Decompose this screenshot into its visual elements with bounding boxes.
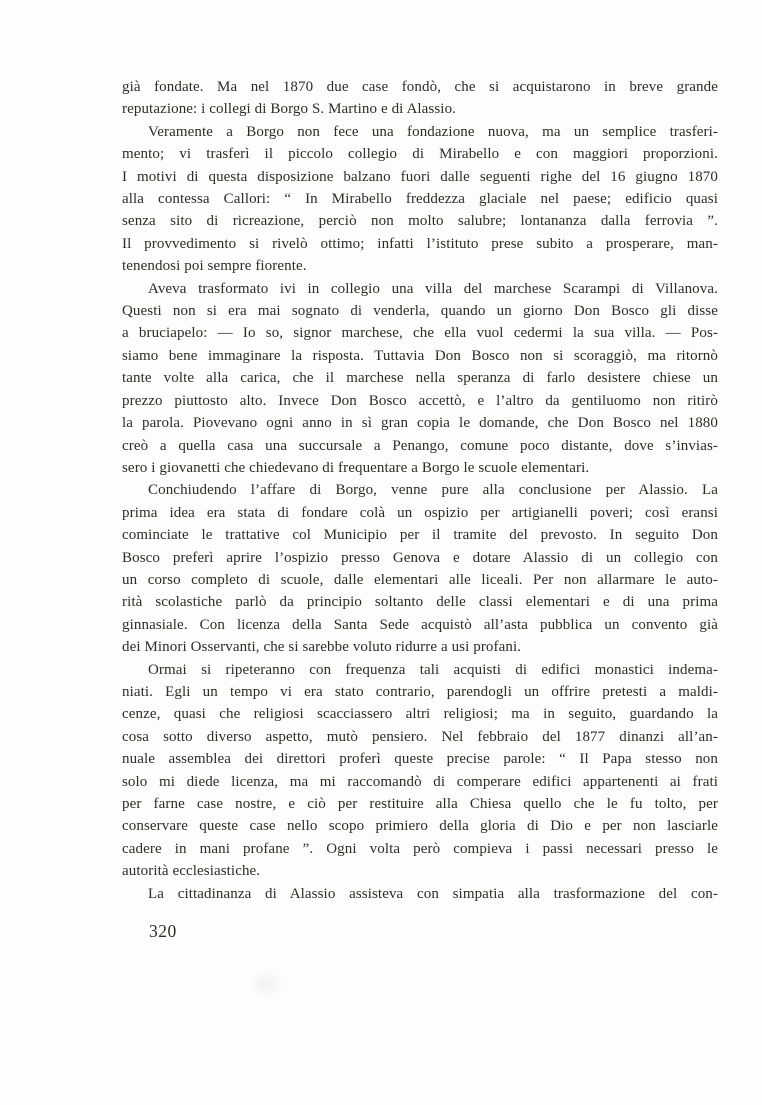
text-line: nuale assemblea dei direttori proferì queste precise parole: “ Il Papa stesso non — [122, 751, 718, 768]
text-line: cadere in mani profane ”. Ogni volta però compieva i passi necessari presso le — [122, 840, 718, 857]
text-line: La cittadinanza di Alassio assisteva con simpatia alla trasformazione del con- — [148, 885, 718, 902]
text-line: già fondate. Ma nel 1870 due case fondò, che si acquistarono in breve grande — [122, 79, 718, 95]
text-line: Aveva trasformato ivi in collegio una villa del marchese Scarampi di Villanova. — [148, 280, 718, 297]
text-line: Ormai si ripeteranno con frequenza tali acquisti di edifici monastici indema- — [148, 661, 718, 678]
text-line: alla contessa Callori: “ In Mirabello freddezza glaciale nel paese; edificio quasi — [122, 191, 718, 208]
text-line: cominciate le trattative col Municipio per il tramite del prevosto. In seguito Don — [122, 527, 718, 544]
text-line: ginnasiale. Con licenza della Santa Sede acquistò all’asta pubblica un convento già — [122, 616, 718, 633]
paragraph — [122, 659, 718, 883]
text-line: tante volte alla carica, che il marchese nella speranza di farlo desistere chiese un — [122, 370, 718, 387]
text-line: sero i giovanetti che chiedevano di frequentare a Borgo le scuole elementari. — [122, 459, 590, 476]
paragraph — [122, 278, 718, 480]
text-line: Bosco preferì aprire l’ospizio presso Genova e dotare Alassio di un collegio con — [122, 549, 718, 566]
text-line: Veramente a Borgo non fece una fondazione nuova, ma un semplice trasferi- — [148, 123, 718, 140]
text-line: per farne case nostre, e ciò per restituire alla Chiesa quello che le fu tolto, per — [122, 796, 718, 812]
text-line: prezzo piuttosto alto. Invece Don Bosco accettò, e l’altro da gentiluomo non ritirò — [122, 392, 718, 409]
paragraph — [122, 479, 718, 658]
text-line: cosa sotto diverso aspetto, mutò pensiero. Nel febbraio del 1877 dinanzi all’an- — [122, 728, 718, 745]
paragraph — [122, 883, 718, 905]
paragraph — [122, 76, 718, 121]
text-line: creò a quella casa una succursale a Penango, comune poco distante, dove s’invias- — [122, 437, 718, 454]
text-line: dei Minori Osservanti, che si sarebbe voluto ridurre a usi profani. — [122, 639, 522, 656]
page-number: 320 — [149, 921, 177, 941]
text-line: prima idea era stata di fondare colà un ospizio per artigianelli poveri; così eransi — [122, 504, 718, 521]
scan-smudge-artifact — [243, 963, 289, 1005]
text-line: rità scolastiche parlò da principio soltanto delle classi elementari e di una prima — [122, 594, 718, 611]
text-line: solo mi diede licenza, ma mi raccomandò di comperare edifici appartenenti ai frati — [122, 773, 718, 790]
text-line: Questi non si era mai sognato di venderla, quando un giorno Don Bosco gli disse — [122, 303, 718, 320]
text-line: niati. Egli un tempo vi era stato contrario, parendogli un offrire pretesti a maldi- — [122, 683, 718, 700]
paragraph — [122, 121, 718, 278]
text-line: cenze, quasi che religiosi scacciassero altri religiosi; ma in seguito, guardando la — [122, 706, 718, 723]
text-line: mento; vi trasferì il piccolo collegio di Mirabello e con maggiori proporzioni. — [122, 146, 718, 163]
text-line: un corso completo di scuole, dalle elementari alle liceali. Per non allarmare le auto- — [122, 571, 718, 588]
text-line: reputazione: i collegi di Borgo S. Martino e di Alassio. — [122, 101, 457, 118]
text-line: autorità ecclesiastiche. — [122, 863, 261, 880]
text-line: I motivi di questa disposizione balzano fuori dalle seguenti righe del 16 giugno 1870 — [122, 168, 718, 185]
page-text — [122, 76, 718, 905]
text-line: senza sito di ricreazione, perciò non molto salubre; lontananza dalla ferrovia ”. — [122, 213, 718, 230]
text-line: siamo bene immaginare la risposta. Tuttavia Don Bosco non si scoraggiò, ma ritornò — [122, 347, 718, 364]
text-line: tenendosi poi sempre fiorente. — [122, 258, 307, 275]
text-line: Il provvedimento si rivelò ottimo; infatti l’istituto prese subito a prosperare, man- — [122, 235, 718, 252]
text-line: la parola. Piovevano ogni anno in sì gran copia le domande, che Don Bosco nel 1880 — [122, 415, 718, 432]
text-line: conservare queste case nello scopo primiero della gloria di Dio e per non lasciarle — [122, 818, 718, 835]
text-line: a bruciapelo: — Io so, signor marchese, che ella vuol cedermi la sua villa. — Pos- — [122, 325, 718, 342]
text-line: Conchiudendo l’affare di Borgo, venne pure alla conclusione per Alassio. La — [148, 482, 718, 499]
